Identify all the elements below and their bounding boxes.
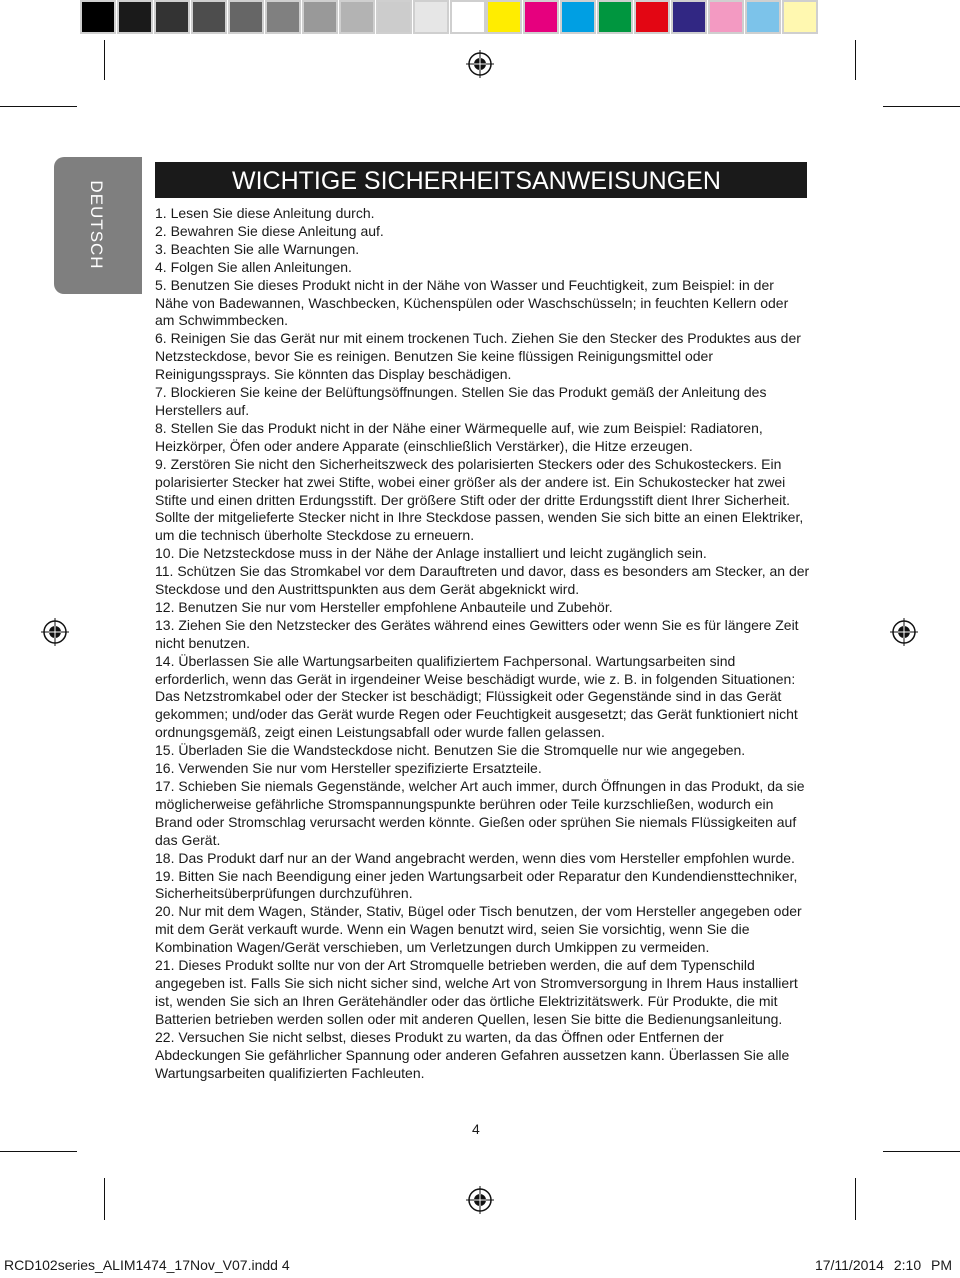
color-swatch [117, 0, 153, 34]
color-swatch [671, 0, 707, 34]
instruction-item: 10. Die Netzsteckdose muss in der Nähe der Anlage installiert und leicht zugänglich sein. [155, 545, 707, 562]
instruction-item: 3. Beachten Sie alle Warnungen. [155, 240, 360, 257]
instruction-item: 19. Bitten Sie nach Beendigung einer jeden Wartungsarbeit oder Reparatur den Kundendiensttechniker, Sicherheitsüberprüfungen durchzuführen. [155, 867, 798, 902]
color-swatch [302, 0, 338, 34]
crop-mark [104, 40, 105, 80]
color-swatch [486, 0, 522, 34]
instruction-item: 8. Stellen Sie das Produkt nicht in der Nähe einer Wärmequelle auf, wie zum Beispiel: Radiatoren, Heizkörper, Öfen oder andere Apparate (einschließlich Verstärker), die Hitze erzeugen. [155, 419, 763, 454]
color-swatch [708, 0, 744, 34]
color-swatch [745, 0, 781, 34]
crop-mark [0, 106, 77, 107]
crop-mark [855, 40, 856, 80]
color-swatch [597, 0, 633, 34]
footer-timestamp: 17/11/2014 2:10 PM [814, 1257, 952, 1273]
instruction-item: 9. Zerstören Sie nicht den Sicherheitszweck des polarisierten Steckers oder des Schukosteckers. Ein polarisierter Stecker hat zwei Stifte, wobei einer größer als der andere ist. Ein Schukostecker hat zwei Stifte und einen dritten Erdungsstift. Der größere Stift oder der dritte Erdungsstift dient Ihrer Sicherheit. Sollte der mitgelieferte Stecker nicht in Ihre Steckdose passen, wenden Sie sich bitte an einen Elektriker, um die technisch überholte Steckdose zu erneuern. [155, 455, 804, 544]
instruction-item: 22. Versuchen Sie nicht selbst, dieses Produkt zu warten, da das Öffnen oder Entfernen der Abdeckungen Sie gefährlicher Spannung oder anderen Gefahren aussetzen kann. Überlassen Sie alle Wartungsarbeiten qualifizierten Fachleuten. [155, 1028, 790, 1081]
instruction-item: 18. Das Produkt darf nur an der Wand angebracht werden, wenn dies vom Hersteller empfohlen wurde. [155, 849, 795, 866]
grayscale-color-bar [80, 0, 487, 38]
color-swatch [450, 0, 486, 34]
color-swatch [413, 0, 449, 34]
color-swatch [376, 0, 412, 34]
registration-mark-icon [466, 50, 494, 78]
process-color-bar [486, 0, 819, 38]
color-swatch [191, 0, 227, 34]
color-swatch [782, 0, 818, 34]
instruction-item: 21. Dieses Produkt sollte nur von der Art Stromquelle betrieben werden, die auf dem Typenschild angegeben ist. Falls Sie sich nicht sicher sind, welche Art von Stromversorgung in Ihrem Haus installiert ist, wenden Sie sich an Ihren Gerätehändler oder das örtliche Elektrizitätswerk. Für Produkte, die mit Batterien betrieben werden sollen oder mit anderen Quellen, lesen Sie bitte die Bedienungsanleitung. [155, 957, 798, 1027]
crop-mark [0, 1151, 77, 1152]
instruction-item: 13. Ziehen Sie den Netzstecker des Gerätes während eines Gewitters oder wenn Sie es für längere Zeit nicht benutzen. [155, 616, 799, 651]
instruction-item: 4. Folgen Sie allen Anleitungen. [155, 258, 352, 275]
instruction-item: 1. Lesen Sie diese Anleitung durch. [155, 205, 375, 221]
instruction-item: 7. Blockieren Sie keine der Belüftungsöffnungen. Stellen Sie das Produkt gemäß der Anleitung des Herstellers auf. [155, 384, 767, 418]
language-tab-label: DEUTSCH [87, 180, 106, 270]
color-swatch [80, 0, 116, 34]
page-number: 4 [472, 1121, 480, 1137]
instruction-item: 12. Benutzen Sie nur vom Hersteller empfohlene Anbauteile und Zubehör. [155, 598, 613, 615]
safety-instructions [155, 205, 810, 1082]
color-swatch [339, 0, 375, 34]
crop-mark [883, 1151, 960, 1152]
instruction-item: 17. Schieben Sie niemals Gegenstände, welcher Art auch immer, durch Öffnungen in das Produkt, da sie möglicherweise gefährliche Stromspannungspunkte berühren oder Teile kurzschließen, wodurch ein Brand oder Stromschlag verursacht werden könnte. Gießen oder sprühen Sie niemals Flüssigkeiten auf das Gerät. [155, 778, 805, 848]
instruction-item: 11. Schützen Sie das Stromkabel vor dem Darauftreten und davor, dass es besonders am Stecker, an der Steckdose und den Austrittspunkten aus dem Gerät abgeknickt wird. [155, 563, 810, 598]
footer-file-name: RCD102series_ALIM1474_17Nov_V07.indd 4 [4, 1257, 290, 1273]
page-title: WICHTIGE SICHERHEITSANWEISUNGEN [232, 167, 721, 195]
crop-mark [855, 1178, 856, 1220]
instruction-item: 16. Verwenden Sie nur vom Hersteller spezifizierte Ersatzteile. [155, 760, 542, 777]
instruction-item: 2. Bewahren Sie diese Anleitung auf. [155, 222, 384, 239]
instruction-item: 5. Benutzen Sie dieses Produkt nicht in der Nähe von Wasser und Feuchtigkeit, zum Beispiel: in der Nähe von Badewannen, Waschbecken, Küchenspülen oder Waschschüsseln; in feuchten Kellern oder am Schwimmbecken. [155, 276, 789, 329]
registration-mark-icon [41, 618, 69, 646]
color-swatch [154, 0, 190, 34]
instruction-item: 14. Überlassen Sie alle Wartungsarbeiten qualifiziertem Fachpersonal. Wartungsarbeiten sind erforderlich, wenn das Gerät in irgendeiner Weise beschädigt wurde, wie z. B. in folgenden Situationen: Das Netzstromkabel oder der Stecker ist beschädigt; Flüssigkeit oder Gegenstände sind in das Gerät gekommen; und/oder das Gerät wurde Regen oder Feuchtigkeit ausgesetzt; das Gerät funktioniert nicht ordnungsgemäß, zeigt einen Leistungsabfall oder wurde fallen gelassen. [155, 652, 798, 741]
registration-mark-icon [890, 618, 918, 646]
title-bar [155, 162, 807, 198]
color-swatch [265, 0, 301, 34]
instruction-item: 15. Überladen Sie die Wandsteckdose nicht. Benutzen Sie die Stromquelle nur wie angegeben. [155, 742, 746, 759]
instruction-item: 20. Nur mit dem Wagen, Ständer, Stativ, Bügel oder Tisch benutzen, der vom Hersteller angegeben oder mit dem Gerät verkauft wurde. Wenn ein Wagen benutzt wird, seien Sie vorsichtig, wenn Sie die Kombination Wagen/Gerät verschieben, um Verletzungen durch Umkippen zu vermeiden. [155, 903, 802, 956]
color-swatch [228, 0, 264, 34]
crop-mark [104, 1178, 105, 1220]
crop-mark [883, 106, 960, 107]
registration-mark-icon [466, 1186, 494, 1214]
color-swatch [634, 0, 670, 34]
color-swatch [523, 0, 559, 34]
color-swatch [560, 0, 596, 34]
instruction-item: 6. Reinigen Sie das Gerät nur mit einem trockenen Tuch. Ziehen Sie den Stecker des Produktes aus der Netzsteckdose, bevor Sie es reinigen. Benutzen Sie keine flüssigen Reinigungsmittel oder Reinigungssprays. Sie könnten das Display beschädigen. [155, 330, 801, 383]
